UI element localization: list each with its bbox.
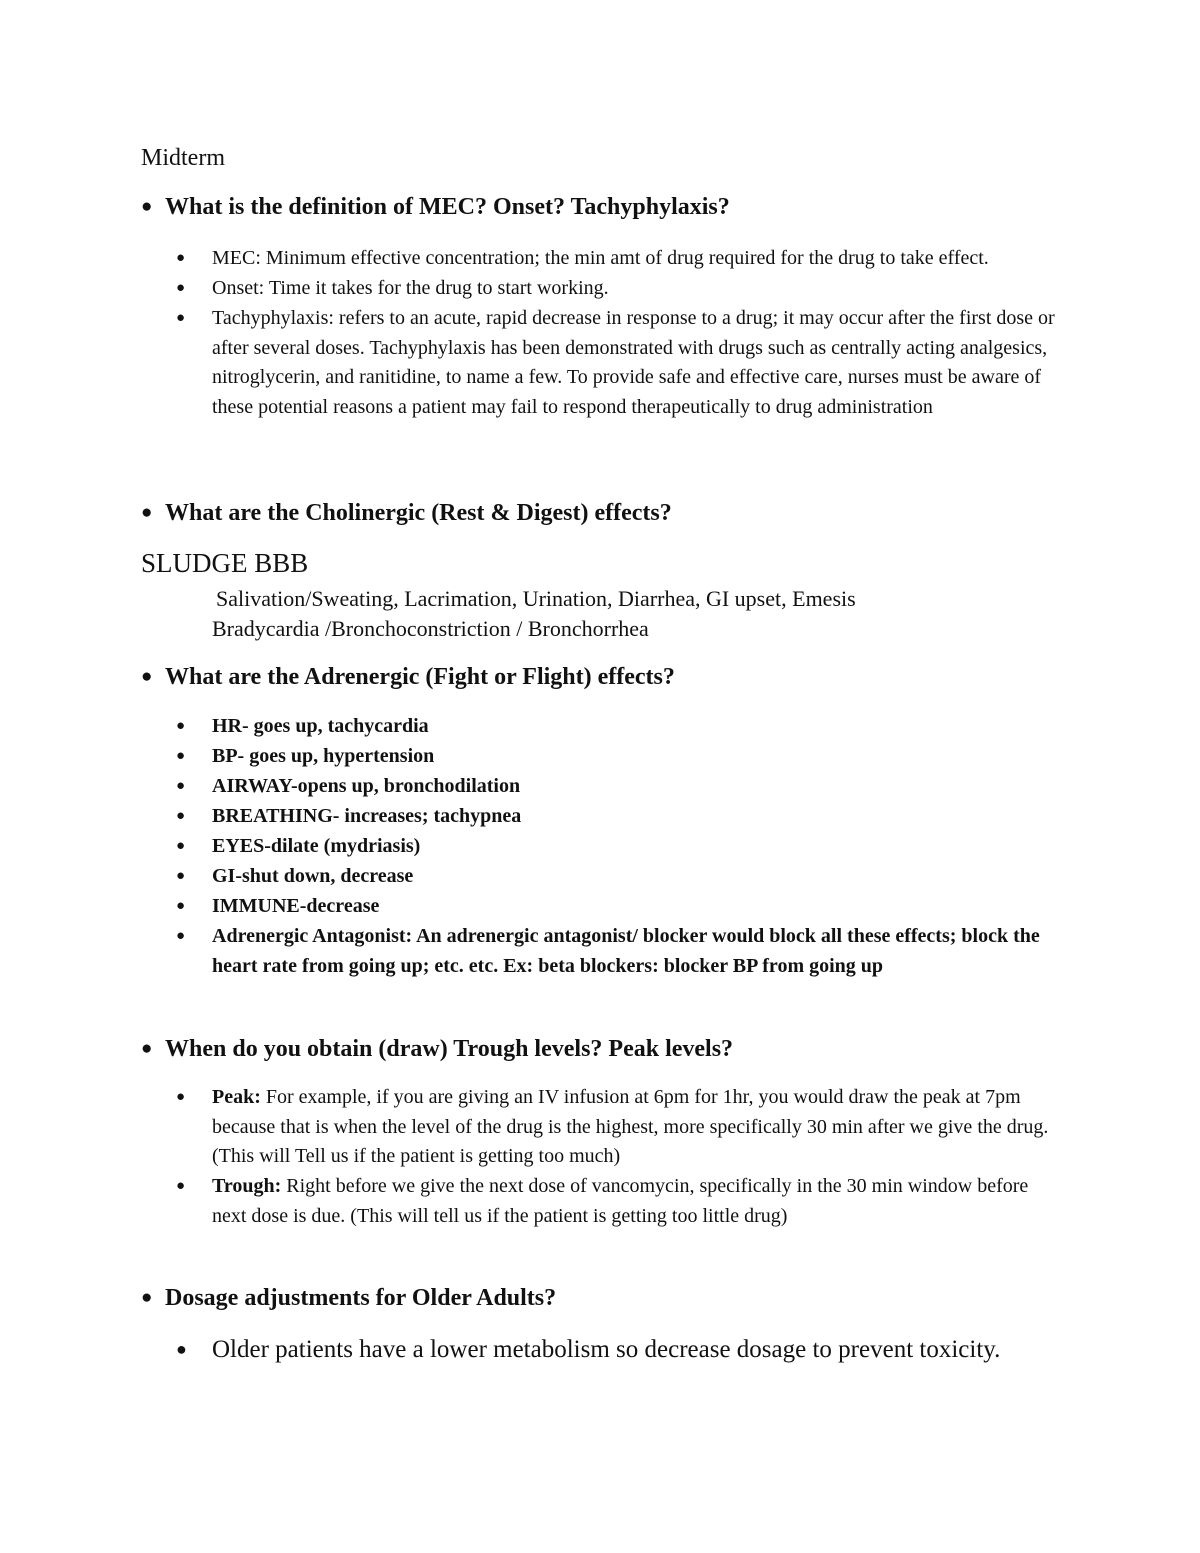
question-heading-cholinergic — [141, 498, 672, 528]
list-item — [176, 274, 1066, 304]
bullet-icon: ● — [176, 310, 186, 326]
trough-label: Trough: — [212, 1175, 282, 1197]
list-item-text: GI-shut down, decrease — [212, 865, 414, 887]
question-heading-mec — [141, 192, 730, 222]
question-heading-adrenergic — [141, 662, 675, 692]
heading-bullet-icon: ● — [141, 1038, 153, 1059]
list-item-text: BP- goes up, hypertension — [212, 745, 435, 767]
trough-peak-list — [176, 1083, 1066, 1232]
list-item — [176, 304, 1066, 423]
list-item — [176, 742, 1066, 772]
bullet-icon: ● — [176, 868, 186, 884]
list-item — [176, 772, 1066, 802]
question-text: What is the definition of MEC? Onset? Tachyphylaxis? — [165, 194, 730, 220]
bullet-icon: ● — [176, 898, 186, 914]
bullet-icon: ● — [176, 838, 186, 854]
bullet-icon: ● — [176, 1089, 186, 1105]
list-item-text: Adrenergic Antagonist: An adrenergic antagonist/ blocker would block all these effects; block the heart rate from going up; etc. etc. Ex: beta blockers: blocker BP from going up — [212, 925, 1040, 977]
heading-bullet-icon: ● — [141, 196, 153, 217]
bullet-icon: ● — [176, 808, 186, 824]
bullet-icon: ● — [176, 250, 186, 266]
sludge-mnemonic: SLUDGE BBB — [141, 548, 309, 578]
heading-bullet-icon: ● — [141, 666, 153, 687]
trough-text: Right before we give the next dose of vancomycin, specifically in the 30 min window before next dose is due. (This will tell us if the patient is getting too little drug) — [212, 1175, 1029, 1227]
bullet-icon: ● — [176, 718, 186, 734]
list-item-text: AIRWAY-opens up, bronchodilation — [212, 775, 521, 797]
list-item — [176, 1333, 1006, 1367]
list-item — [176, 892, 1066, 922]
list-item-text: HR- goes up, tachycardia — [212, 715, 429, 737]
sludge-line-2: Bradycardia /Bronchoconstriction / Bronchorrhea — [212, 616, 649, 641]
list-item — [176, 862, 1066, 892]
list-item — [176, 922, 1066, 982]
question-text: What are the Adrenergic (Fight or Flight) effects? — [165, 664, 675, 690]
list-item-text: MEC: Minimum effective concentration; the min amt of drug required for the drug to take effect. — [212, 247, 989, 269]
sludge-line-1: Salivation/Sweating, Lacrimation, Urination, Diarrhea, GI upset, Emesis — [216, 586, 856, 611]
list-item-peak — [176, 1083, 1066, 1172]
question-heading-older-adults — [141, 1283, 556, 1313]
list-item — [176, 244, 1066, 274]
older-adults-list — [176, 1333, 1006, 1367]
peak-text: For example, if you are giving an IV infusion at 6pm for 1hr, you would draw the peak at 7pm because that is when the level of the drug is the highest, more specifically 30 min after we give the drug. (This will Tell us if the patient is getting too much) — [212, 1086, 1049, 1167]
list-item-text: Tachyphylaxis: refers to an acute, rapid decrease in response to a drug; it may occur after the first dose or after several doses. Tachyphylaxis has been demonstrated with drugs such as centrally acting analgesics, nitroglycerin, and ranitidine, to name a few. To provide safe and effective care, nurses must be aware of these potential reasons a patient may fail to respond therapeutically to drug administration — [212, 307, 1055, 418]
list-item-text: EYES-dilate (mydriasis) — [212, 835, 421, 857]
list-item-trough — [176, 1172, 1066, 1232]
bullet-icon: ● — [176, 778, 186, 794]
question-text: What are the Cholinergic (Rest & Digest) effects? — [165, 500, 672, 526]
bullet-icon: ● — [176, 1178, 186, 1194]
bullet-icon: ● — [176, 928, 186, 944]
list-item — [176, 832, 1066, 862]
peak-label: Peak: — [212, 1086, 261, 1108]
adrenergic-effects-list — [176, 712, 1066, 982]
mec-answer-list — [176, 244, 1066, 423]
question-text: When do you obtain (draw) Trough levels? Peak levels? — [165, 1036, 734, 1062]
document-title: Midterm — [141, 145, 225, 171]
bullet-icon: ● — [176, 748, 186, 764]
list-item-text: Older patients have a lower metabolism so decrease dosage to prevent toxicity. — [212, 1336, 1001, 1363]
list-item-text: BREATHING- increases; tachypnea — [212, 805, 522, 827]
list-item — [176, 712, 1066, 742]
list-item-text: Onset: Time it takes for the drug to start working. — [212, 277, 609, 299]
list-item-text: IMMUNE-decrease — [212, 895, 380, 917]
question-text: Dosage adjustments for Older Adults? — [165, 1285, 557, 1311]
bullet-icon: ● — [176, 1339, 187, 1359]
heading-bullet-icon: ● — [141, 1287, 153, 1308]
question-heading-trough-peak — [141, 1034, 733, 1064]
list-item — [176, 802, 1066, 832]
heading-bullet-icon: ● — [141, 502, 153, 523]
bullet-icon: ● — [176, 280, 186, 296]
